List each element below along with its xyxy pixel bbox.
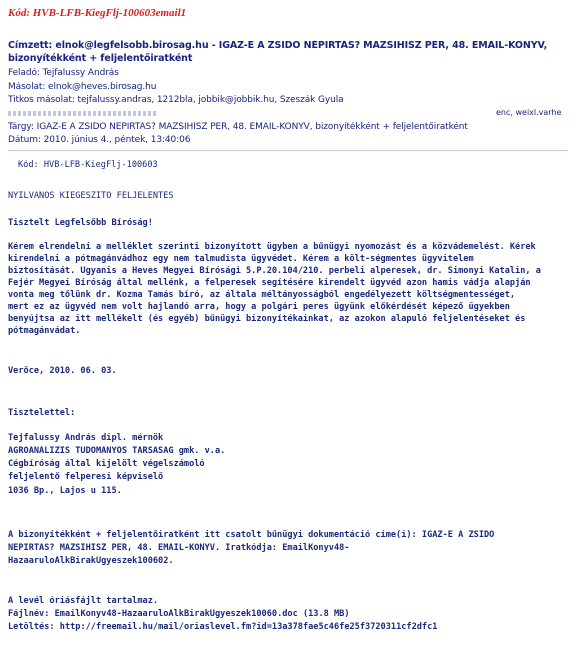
signature-name: Tejfalussy András dipl. mérnök <box>8 433 164 443</box>
bcc-label: Titkos másolat: <box>8 95 75 105</box>
body-line-4: Fejér Megyei Bíróság által mellénk, a felperesek segítésére kirendelt ügyvéd azon hamis vádja alapján <box>8 278 531 288</box>
file-name-line <box>8 609 568 619</box>
body-line-2: kirendelni a pótmagánvádhoz egy nem talmudista ügyvédet. Kérem a költ-ségmentes ügyvitelem <box>8 254 474 264</box>
bcc-line <box>8 95 568 105</box>
overlapping-scan-artifact <box>8 111 158 116</box>
cc-value: elnok@heves.birosag.hu <box>48 82 157 92</box>
signature-company: AGROANALÍZIS TUDOMÁNYOS TÁRSASÁG gmk. v.a. <box>8 446 226 456</box>
body-line-5: vonta meg tőlünk dr. Kozma Tamás bíró, az általa méltányosságból engedélyezett költségmentességet, <box>8 290 516 300</box>
reference-code: Kód: HVB-LFB-KiegFlj-100603email1 <box>8 7 187 19</box>
subject-value: IGAZ-E A ZSIDÓ NÉPIRTÁS? MAZSIHISZ PER, 48. EMAIL-KÖNYV, bizonyítékként + feljelentőiratként <box>36 122 468 132</box>
cc-line <box>8 82 568 92</box>
cc-label: Másolat: <box>8 82 46 92</box>
recipient-line-cont: bizonyítékként + feljelentőiratként <box>8 53 193 64</box>
download-line <box>8 622 568 632</box>
sender-line <box>8 68 568 78</box>
large-file-note: A levél óriásfájlt tartalmaz. <box>8 596 159 606</box>
subject-line <box>8 122 568 132</box>
header-divider <box>8 150 568 151</box>
document-heading: NYILVÁNOS KIEGÉSZÍTŐ FELJELENTÉS <box>8 191 174 201</box>
body-line-7: benyújtsa az itt mellékelt (és egyéb) bűnügyi bizonyítékainkat, az azokon alapuló feljelentéseket és <box>8 314 526 324</box>
date-value: 2010. június 4., péntek, 13:40:06 <box>43 135 191 145</box>
bcc-value: tejfalussy.andras, 1212bla, jobbik@jobbik.hu, Szeszák Gyula <box>77 95 344 105</box>
place-date: Verőce, 2010. 06. 03. <box>8 366 117 376</box>
bcc-overflow-text: enc, weixl.varhe <box>496 108 562 117</box>
file-name-value: EmailKonyv48-HazaaruloAlkBirakUgyeszek10060.doc (13.8 MB) <box>54 609 350 619</box>
body-line-3: biztosítását. Ugyanis a Heves Megyei Bírósági 5.P.20.104/210. perbeli alperesek, dr. Simonyi Katalin, a <box>8 266 541 276</box>
recipient-line <box>8 40 568 51</box>
closing: Tisztelettel: <box>8 408 76 418</box>
signature-representative: feljelentő felperesi képviselő <box>8 472 164 482</box>
attachment-line-1: A bizonyítékként + feljelentőiratként itt csatolt bűnügyi dokumentáció címe(i): IGAZ-E A ZSIDÓ <box>8 530 495 540</box>
attachment-line-3: HazaaruloAlkBirakUgyeszek100602. <box>8 556 174 566</box>
body-line-1: Kérem elrendelni a melléklet szerinti bizonyított ügyben a bűnügyi nyomozást és a közvádemelést. Kérek <box>8 242 536 252</box>
recipient-label: Címzett: <box>8 40 53 51</box>
download-link[interactable]: http://freemail.hu/mail/oriaslevel.fm?id=13a378fae5c46fe25f3720311cf2dfc1 <box>59 622 438 632</box>
body-line-8: pótmagánvádat. <box>8 326 81 336</box>
subject-label: Tárgy: <box>8 122 34 132</box>
sender-label: Feladó: <box>8 68 40 78</box>
recipient-value: elnok@legfelsobb.birosag.hu - IGAZ-E A ZSIDÓ NÉPIRTÁS? MAZSIHISZ PER, 48. EMAIL-KÖNYV, <box>55 40 548 51</box>
body-line-6: mert ez az ügyvéd nem volt hajlandó arra, hogy a polgári peres ügyünk előkérdését képező ügyekben <box>8 302 510 312</box>
date-label: Dátum: <box>8 135 41 145</box>
file-name-label: Fájlnév: <box>8 609 50 619</box>
signature-address: 1036 Bp., Lajos u 115. <box>8 486 122 496</box>
sender-value: Tejfalussy András <box>42 68 119 78</box>
signature-role: Cégbíróság által kijelölt végelszámoló <box>8 459 205 469</box>
download-label: Letöltés: <box>8 622 55 632</box>
body-code: Kód: HVB-LFB-KiegFlj-100603 <box>18 160 158 170</box>
attachment-line-2: NÉPIRTÁS? MAZSIHISZ PER, 48. EMAIL-KÖNYV. Iratkódja: EmailKonyv48- <box>8 543 350 553</box>
date-line <box>8 135 568 145</box>
salutation: Tisztelt Legfelsőbb Bíróság! <box>8 218 153 228</box>
